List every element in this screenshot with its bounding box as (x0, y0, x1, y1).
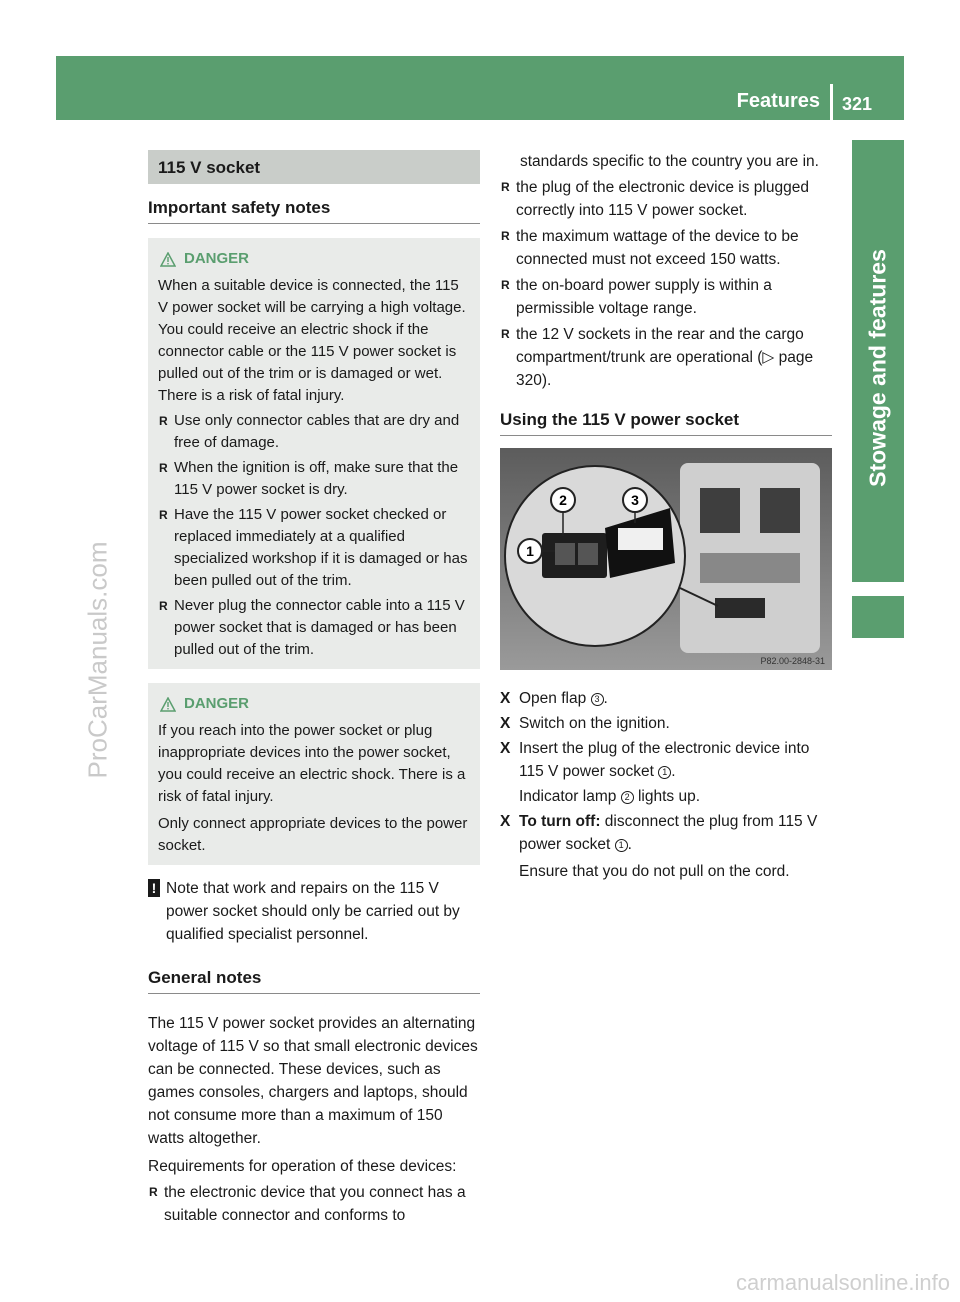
danger-box-2 (148, 683, 480, 865)
step-marker: X (500, 813, 511, 830)
danger-bullet: R When the ignition is off, make sure that the 115 V power socket is dry. (158, 457, 470, 501)
step-text: . (603, 690, 608, 707)
step-insert-plug (500, 737, 832, 808)
requirement-bullet: R the on-board power supply is within a permissible voltage range. (500, 274, 832, 320)
step-text: . (671, 763, 676, 780)
air-vent-left (700, 488, 740, 533)
step-switch-ignition (500, 712, 832, 735)
step-text: . (627, 836, 632, 853)
left-column (148, 150, 480, 1227)
watermark-bottom: carmanualsonline.info (735, 1270, 950, 1295)
socket-location (715, 598, 765, 618)
requirement-bullet: R the maximum wattage of the device to be connected must not exceed 150 watts. (500, 225, 832, 271)
danger-label: DANGER (184, 695, 250, 712)
header-section-title: Features (736, 90, 820, 112)
callout-number: 3 (631, 492, 639, 508)
danger-title-2 (158, 693, 470, 715)
general-paragraph-1: The 115 V power socket provides an alternating voltage of 115 V so that small electronic devices can be connected. These devices, such as games consoles, chargers and laptops, should not consume more than a maximum of 150 watts altogether. (148, 1015, 478, 1147)
step-marker: X (500, 690, 511, 707)
step-text: Insert the plug of the electronic device into 115 V power socket (519, 740, 810, 780)
heading-using-socket: Using the 115 V power socket (500, 408, 832, 436)
side-tab-label: Stowage and features (864, 249, 891, 487)
danger-text-1: When a suitable device is connected, the 115 V power socket will be carrying a high voltage. You could receive an electric shock if the connector cable or the 115 V power socket is pulled out of the trim or is damaged or wet. There is a risk of fatal injury. (158, 277, 466, 404)
step-turn-off (500, 810, 832, 883)
requirement-bullet: R the electronic device that you connect has a suitable connector and conforms to (148, 1181, 480, 1227)
danger-box-1 (148, 238, 480, 669)
air-vent-right (760, 488, 800, 533)
step-text: Indicator lamp (519, 788, 617, 805)
danger-bullet: R Use only connector cables that are dry and free of damage. (158, 410, 470, 454)
socket-figure (500, 448, 832, 670)
general-paragraph-2: Requirements for operation of these devices: (148, 1158, 457, 1175)
step-bold-label: To turn off: (519, 813, 601, 830)
danger-bullet: R Have the 115 V power socket checked or replaced immediately at a qualified specialized workshop if it is damaged or has been pulled out of the trim. (158, 504, 470, 592)
danger-title-1 (158, 248, 470, 270)
warning-triangle-icon (160, 252, 176, 267)
page-number: 321 (842, 94, 873, 114)
callout-number: 2 (559, 492, 567, 508)
step-open-flap (500, 687, 832, 710)
flap-warning-label (618, 528, 663, 550)
section-title: 115 V socket (148, 150, 480, 184)
step-marker: X (500, 715, 511, 732)
side-tab-marker (852, 596, 904, 638)
header-separator (830, 84, 833, 120)
callout-ref: 3 (591, 693, 604, 706)
callout-ref: 2 (621, 791, 634, 804)
danger-text-2b: Only connect appropriate devices to the power socket. (158, 815, 468, 854)
socket-outlet (578, 543, 598, 565)
step-text: lights up. (637, 788, 701, 805)
requirement-bullet: R the 12 V sockets in the rear and the cargo compartment/trunk are operational (▷ page 320). (500, 323, 832, 392)
note-text: Note that work and repairs on the 115 V power socket should only be carried out by qualified specialist personnel. (166, 880, 460, 943)
continued-text: standards specific to the country you are in. (520, 153, 819, 170)
step-text: Ensure that you do not pull on the cord. (519, 863, 790, 880)
right-column (500, 150, 832, 883)
danger-label: DANGER (184, 250, 250, 267)
requirement-bullet: R the plug of the electronic device is plugged correctly into 115 V power socket. (500, 176, 832, 222)
callout-number: 1 (526, 543, 534, 559)
step-text: disconnect the plug from 115 V power socket (519, 813, 818, 853)
step-text: Open flap (519, 690, 587, 707)
callout-ref: 1 (658, 766, 671, 779)
note-exclamation-icon: ! (148, 879, 160, 897)
control-panel (700, 553, 800, 583)
step-marker: X (500, 740, 511, 757)
callout-ref: 1 (615, 839, 628, 852)
danger-bullet: R Never plug the connector cable into a 115 V power socket that is damaged or has been pulled out of the trim. (158, 595, 470, 661)
watermark-vertical: ProCarManuals.com (82, 541, 113, 779)
step-text: Switch on the ignition. (519, 715, 670, 732)
warning-triangle-icon (160, 697, 176, 712)
note (148, 877, 480, 946)
heading-safety-notes: Important safety notes (148, 196, 480, 224)
figure-code: P82.00-2848-31 (760, 656, 825, 666)
heading-general-notes: General notes (148, 966, 480, 994)
danger-text-2a: If you reach into the power socket or plug inappropriate devices into the power socket, you could receive an electric shock. There is a risk of fatal injury. (158, 722, 466, 805)
socket-outlet (555, 543, 575, 565)
